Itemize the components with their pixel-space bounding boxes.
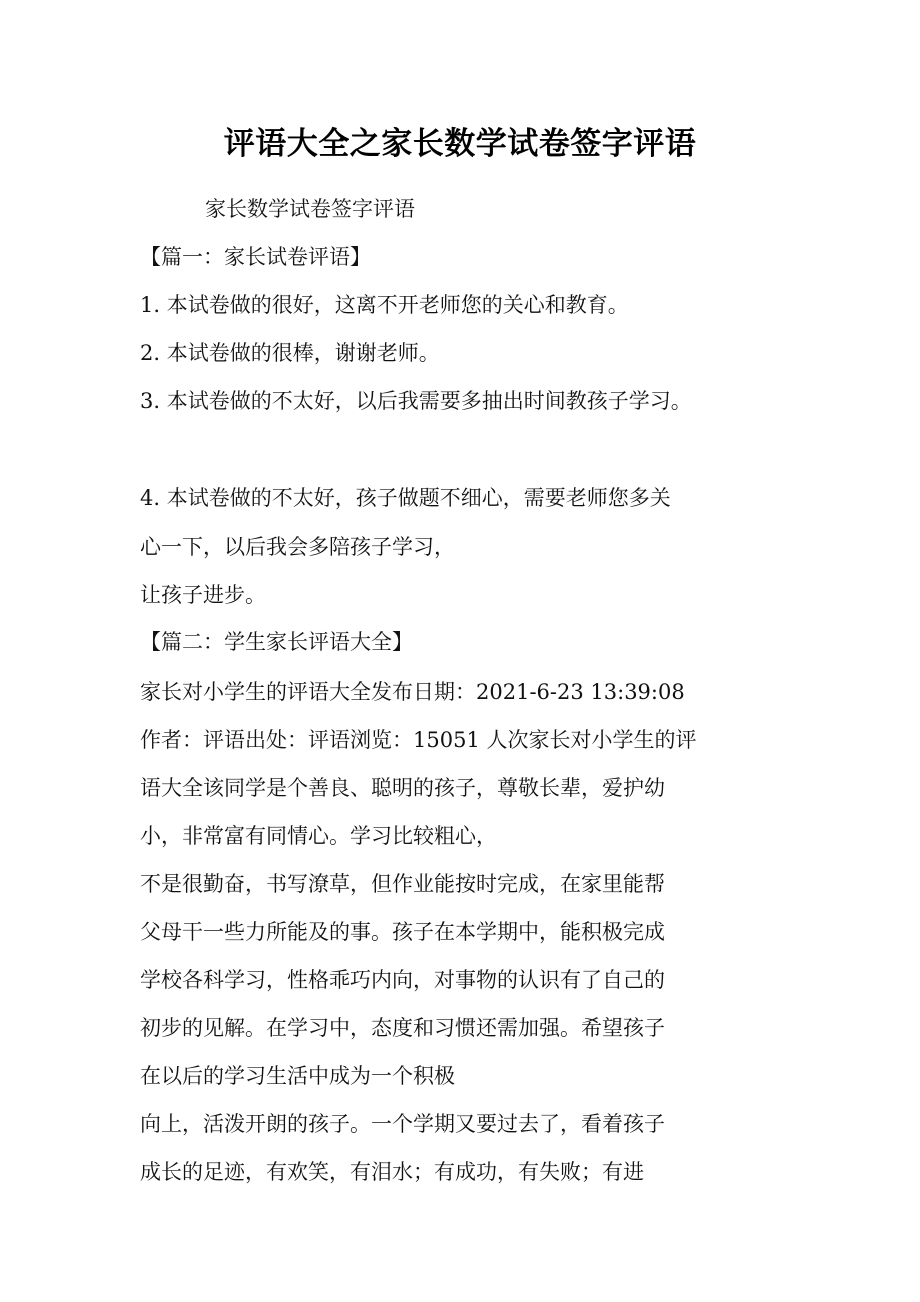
text-line: 在以后的学习生活中成为一个积极 bbox=[140, 1064, 455, 1088]
text-line: 3. 本试卷做的不太好，以后我需要多抽出时间教孩子学习。 bbox=[140, 389, 692, 413]
text-line: 语大全该同学是个善良、聪明的孩子，尊敬长辈，爱护幼 bbox=[140, 776, 665, 800]
text-line: 不是很勤奋，书写潦草，但作业能按时完成，在家里能帮 bbox=[140, 872, 665, 896]
text-line: 作者：评语出处：评语浏览：15051 人次家长对小学生的评 bbox=[140, 728, 697, 752]
text-line: 成长的足迹，有欢笑，有泪水；有成功，有失败；有进 bbox=[140, 1160, 644, 1184]
document-subtitle: 家长数学试卷签字评语 bbox=[205, 197, 415, 221]
text-line: 小，非常富有同情心。学习比较粗心， bbox=[140, 824, 497, 848]
text-line: 父母干一些力所能及的事。孩子在本学期中，能积极完成 bbox=[140, 920, 665, 944]
section-heading-1: 【篇一：家长试卷评语】 bbox=[140, 245, 371, 269]
text-line: 2. 本试卷做的很棒，谢谢老师。 bbox=[140, 341, 440, 365]
section-heading-2: 【篇二：学生家长评语大全】 bbox=[140, 630, 413, 654]
text-line: 心一下，以后我会多陪孩子学习， bbox=[140, 535, 455, 559]
text-line: 4. 本试卷做的不太好，孩子做题不细心，需要老师您多关 bbox=[140, 486, 671, 510]
text-line: 家长对小学生的评语大全发布日期：2021-6-23 13:39:08 bbox=[140, 680, 685, 704]
document-title: 评语大全之家长数学试卷签字评语 bbox=[223, 126, 697, 162]
text-line: 1. 本试卷做的很好，这离不开老师您的关心和教育。 bbox=[140, 293, 629, 317]
text-line: 初步的见解。在学习中，态度和习惯还需加强。希望孩子 bbox=[140, 1016, 665, 1040]
text-line: 学校各科学习，性格乖巧内向，对事物的认识有了自己的 bbox=[140, 968, 665, 992]
text-line: 向上，活泼开朗的孩子。一个学期又要过去了，看着孩子 bbox=[140, 1112, 665, 1136]
text-line: 让孩子进步。 bbox=[140, 583, 266, 607]
